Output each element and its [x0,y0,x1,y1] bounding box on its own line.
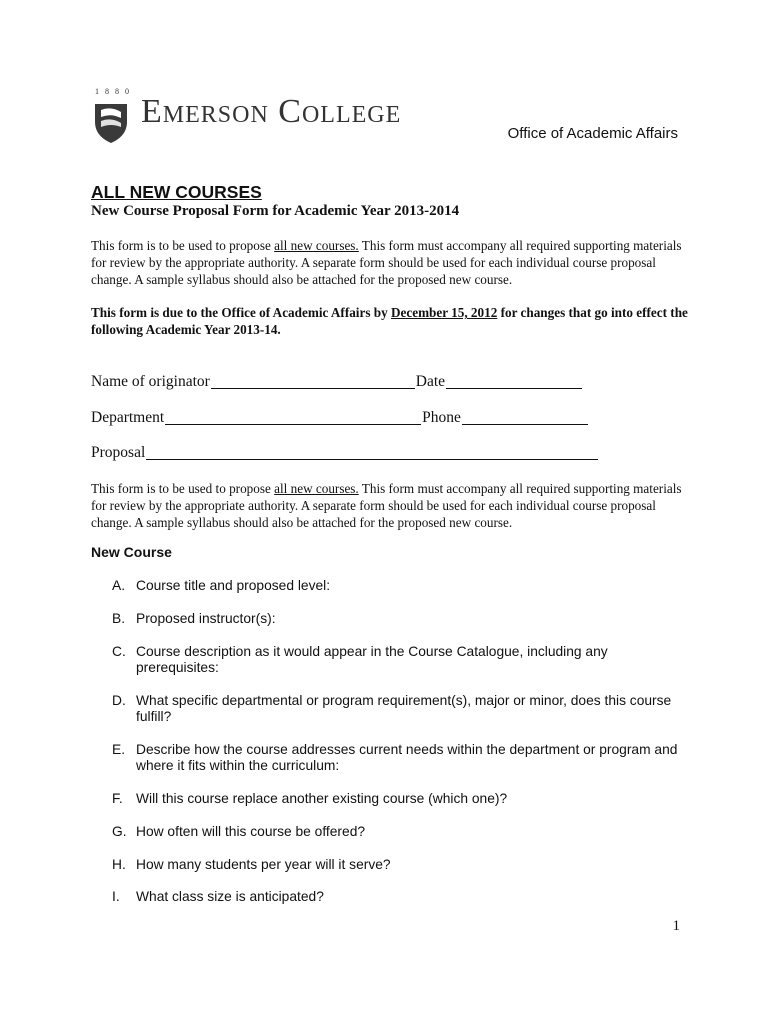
phone-field[interactable] [462,409,588,425]
question-text: What class size is anticipated? [136,889,324,904]
originator-field[interactable] [211,373,415,389]
question-item [112,791,692,807]
due-text-end: for changes that go into effect the following Academic Year 2013-14. [91,305,688,337]
question-text: Course description as it would appear in the Course Catalogue, including any prerequisites: [136,644,608,675]
intro-underlined-text: all new courses. [274,481,359,496]
due-text-start: This form is due to the Office of Academic Affairs by [91,305,391,320]
intro-text-end: This form must accompany all required supporting materials for review by the appropriate authority. A separate form should be used for each individual course proposal change. A sample syllabus should also be attached for the proposed new course. [91,481,682,530]
due-notice [91,304,691,338]
originator-row [91,373,583,391]
intro-text-start: This form is to be used to propose [91,238,275,253]
date-field[interactable] [446,373,582,389]
department-field[interactable] [165,409,421,425]
shield-icon [93,100,129,144]
office-name: Office of Academic Affairs [507,125,678,142]
date-label: Date [415,373,446,390]
due-date: December 15, 2012 [390,305,498,320]
question-letter: C. [112,644,126,659]
question-text: Course title and proposed level: [136,578,331,593]
proposal-field[interactable] [146,444,598,460]
question-text: What specific departmental or program requirement(s), major or minor, does this course fulfill? [136,693,672,724]
question-letter: E. [112,742,126,757]
page-title: ALL NEW COURSES [91,182,262,202]
intro-underlined-text: all new courses. [274,238,359,253]
question-item [112,742,692,774]
question-text: How often will this course be offered? [136,824,366,839]
question-item [112,611,692,627]
college-logo [91,87,461,143]
question-text: Proposed instructor(s): [136,611,276,626]
section-heading: New Course [91,544,172,560]
question-letter: D. [112,693,126,708]
question-item [112,644,692,676]
department-label: Department [91,409,165,426]
question-item [112,693,692,725]
question-item [112,857,692,873]
question-letter: A. [112,578,126,593]
college-name: Emerson College [141,93,402,130]
intro-paragraph-repeat [91,480,691,531]
question-letter: B. [112,611,126,626]
question-text: Describe how the course addresses current needs within the department or program and where it fits within the curriculum: [136,742,678,773]
question-item [112,578,692,594]
question-text: Will this course replace another existing course (which one)? [136,791,508,806]
question-text: How many students per year will it serve? [136,857,391,872]
page-number: 1 [672,918,680,934]
question-letter: I. [112,889,120,904]
question-letter: H. [112,857,126,872]
phone-label: Phone [422,409,461,426]
department-row [91,409,589,427]
page-subtitle: New Course Proposal Form for Academic Year 2013-2014 [91,203,460,219]
question-letter: G. [112,824,127,839]
question-item [112,889,692,905]
intro-text-end: This form must accompany all required supporting materials for review by the appropriate authority. A separate form should be used for each individual course proposal change. A sample syllabus should also be attached for the proposed new course. [91,238,682,287]
intro-text-start: This form is to be used to propose [91,481,275,496]
proposal-label: Proposal [91,444,146,461]
originator-label: Name of originator [91,373,210,390]
intro-paragraph [91,237,691,288]
founding-year: 1880 [95,87,135,96]
question-letter: F. [112,791,123,806]
question-item [112,824,692,840]
proposal-row [91,444,599,462]
